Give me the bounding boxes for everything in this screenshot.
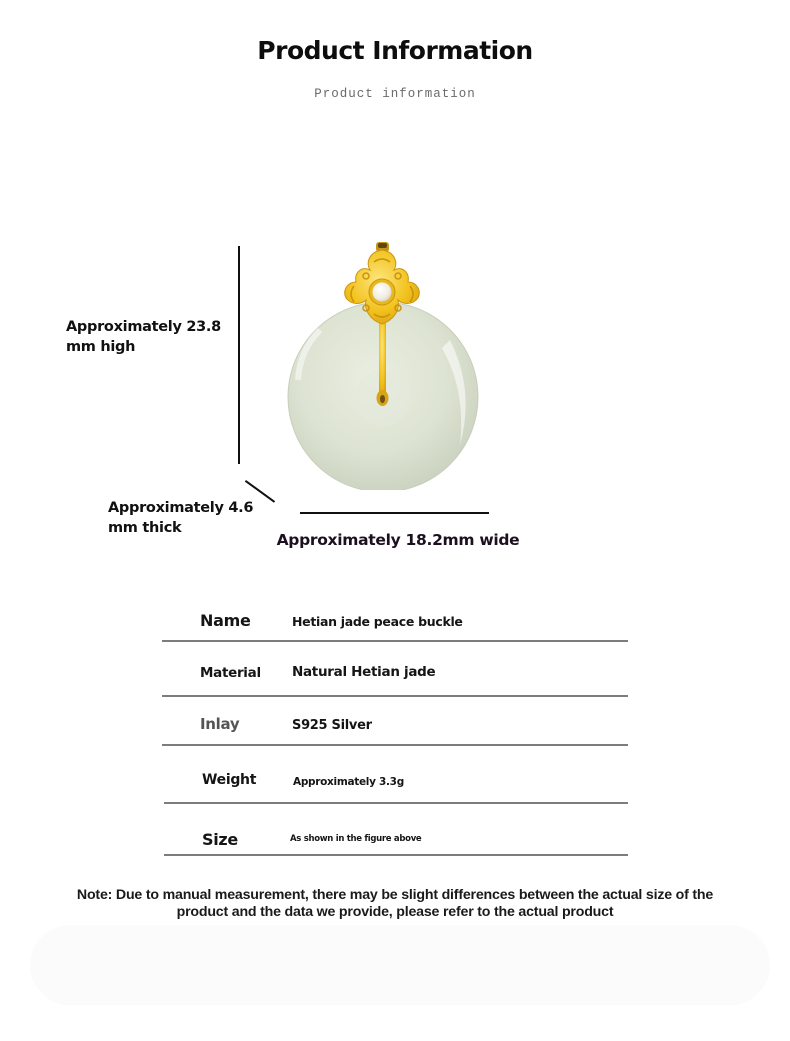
spec-key: Name: [200, 611, 251, 630]
product-image-jade-pendant: [270, 230, 520, 490]
spec-row-material: [162, 642, 628, 697]
footer-background-band: [30, 925, 770, 1005]
spec-key: Material: [200, 665, 261, 681]
measurement-note: [0, 887, 790, 921]
spec-key: Size: [202, 830, 238, 849]
spec-key: Weight: [202, 772, 257, 788]
width-dimension-label: Approximately 18.2mm wide: [276, 531, 520, 549]
spec-value: S925 Silver: [292, 718, 372, 733]
spec-table: [162, 600, 628, 856]
note-line-2: product and the data we provide, please refer to the actual product: [176, 904, 614, 920]
width-dimension-line: [300, 512, 489, 514]
height-label-line-1: Approximately 23.8: [66, 319, 221, 335]
spec-row-name: [162, 600, 628, 642]
thickness-label-line-1: Approximately 4.6: [108, 500, 254, 516]
height-label-line-2: mm high: [66, 339, 136, 355]
spec-row-weight: [164, 746, 628, 804]
spec-value: As shown in the figure above: [290, 834, 422, 844]
note-line-1: Note: Due to manual measurement, there may be slight differences between the actual size of the: [76, 887, 714, 903]
spec-row-inlay: [162, 697, 628, 746]
spec-value: Approximately 3.3g: [293, 776, 404, 788]
spec-key: Inlay: [200, 715, 240, 733]
thickness-label-line-2: mm thick: [108, 520, 182, 536]
spec-row-size: [164, 804, 628, 856]
page-title: Product Information: [257, 36, 533, 65]
spec-value: Hetian jade peace buckle: [292, 614, 463, 629]
height-dimension-line: [238, 246, 240, 464]
height-dimension-label: [66, 317, 221, 357]
spec-value: Natural Hetian jade: [292, 664, 436, 680]
page-subtitle: Product information: [314, 87, 476, 101]
